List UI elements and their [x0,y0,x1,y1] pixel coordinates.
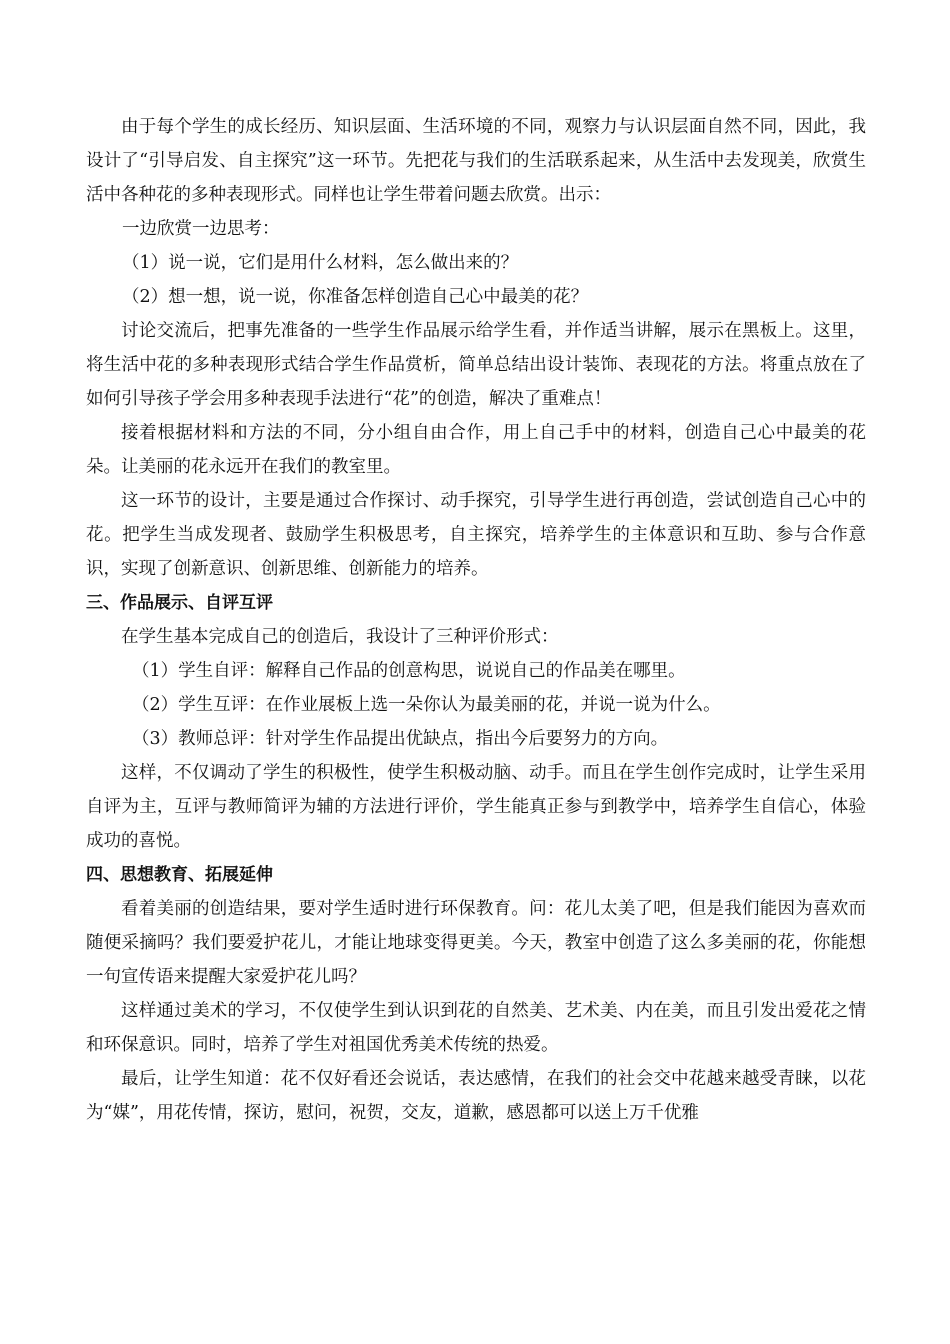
paragraph-intro: 由于每个学生的成长经历、知识层面、生活环境的不同，观察力与认识层面自然不同，因此，我设计了“引导启发、自主探究”这一环节。先把花与我们的生活联系起来，从生活中去发现美，欣赏生活中各种花的多种表现形式。同样也让学生带着问题去欣赏。出示： [86,117,866,205]
evaluation-item-3: （3）教师总评：针对学生作品提出优缺点，指出今后要努力的方向。 [132,729,669,749]
paragraph-design-summary: 这一环节的设计，主要是通过合作探讨、动手探究，引导学生进行再创造，尝试创造自己心中的花。把学生当成发现者、鼓励学生积极思考，自主探究，培养学生的主体意识和互助、参与合作意识，实现了创新意识、创新思维、创新能力的培养。 [86,491,866,579]
section-heading-3: 三、作品展示、自评互评 [86,593,273,613]
paragraph-group-work: 接着根据材料和方法的不同，分小组自由合作，用上自己手中的材料，创造自己心中最美的花朵。让美丽的花永远开在我们的教室里。 [86,423,866,477]
question-2: （2）想一想，说一说，你准备怎样创造自己心中最美的花？ [122,287,589,307]
section4-paragraph-3: 最后，让学生知道：花不仅好看还会说话，表达感情，在我们的社会交中花越来越受青睐，以花为“媒”，用花传情，探访，慰问，祝贺，交友，道歉，感恩都可以送上万千优雅 [86,1069,866,1123]
section3-summary: 这样，不仅调动了学生的积极性，使学生积极动脑、动手。而且在学生创作完成时，让学生采用自评为主，互评与教师简评为辅的方法进行评价，学生能真正参与到教学中，培养学生自信心，体验成功的喜悦。 [86,763,866,851]
section-heading-4: 四、思想教育、拓展延伸 [86,865,273,885]
section4-paragraph-1: 看着美丽的创造结果，要对学生适时进行环保教育。问：花儿太美了吧，但是我们能因为喜欢而随便采摘吗？我们要爱护花儿，才能让地球变得更美。今天，教室中创造了这么多美丽的花，你能想一句宣传语来提醒大家爱护花儿吗？ [86,899,866,987]
question-1: （1）说一说，它们是用什么材料，怎么做出来的？ [122,253,519,273]
evaluation-item-1: （1）学生自评：解释自己作品的创意构思，说说自己的作品美在哪里。 [132,661,686,681]
document-page [86,110,866,1130]
paragraph-think-prompt: 一边欣赏一边思考： [122,219,280,239]
section3-intro: 在学生基本完成自己的创造后，我设计了三种评价形式： [121,627,559,647]
evaluation-item-2: （2）学生互评：在作业展板上选一朵你认为最美丽的花，并说一说为什么。 [132,695,721,715]
section4-paragraph-2: 这样通过美术的学习，不仅使学生到认识到花的自然美、艺术美、内在美，而且引发出爱花之情和环保意识。同时，培养了学生对祖国优秀美术传统的热爱。 [86,1001,866,1055]
paragraph-discussion: 讨论交流后，把事先准备的一些学生作品展示给学生看，并作适当讲解，展示在黑板上。这里，将生活中花的多种表现形式结合学生作品赏析，简单总结出设计装饰、表现花的方法。将重点放在了如何引导孩子学会用多种表现手法进行“花”的创造，解决了重难点！ [86,321,866,409]
